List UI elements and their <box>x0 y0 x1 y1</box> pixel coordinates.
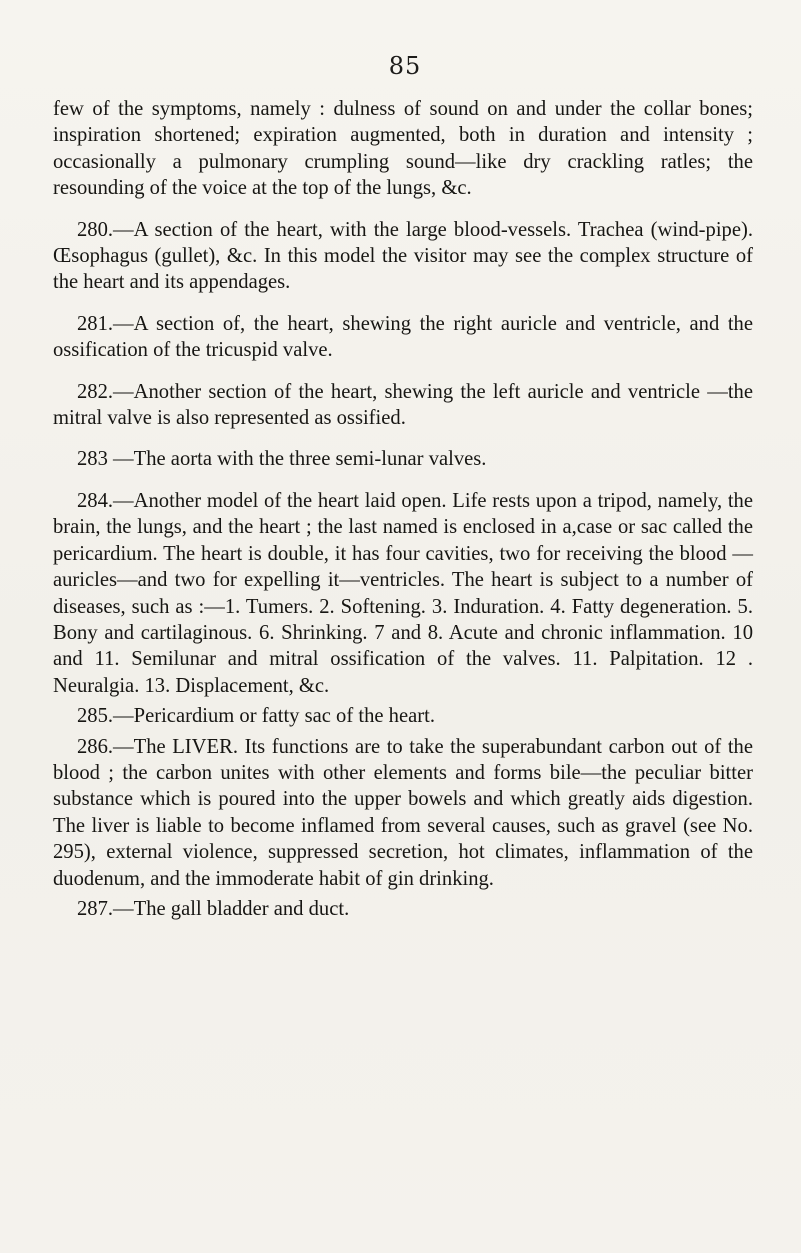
page-number: 85 <box>388 52 422 80</box>
page-text <box>53 96 753 922</box>
paragraph-symptoms: few of the symptoms, namely : dulness of sound on and under the collar bones; inspiration shortened; expiration augmented, both in duration and intensity ; occasionally a pulmonary crumpling sound—like dry crackling ratles; the resounding of the voice at the top of the lungs, &c. <box>53 98 753 200</box>
paragraph-282: 282.—Another section of the heart, shewing the left auricle and ventricle —the mitral valve is also represented as ossified. <box>53 380 753 430</box>
paragraph-287: 287.—The gall bladder and duct. <box>77 897 350 920</box>
paragraph-285: 285.—Pericardium or fatty sac of the heart. <box>77 705 435 728</box>
paragraph-284: 284.—Another model of the heart laid open. Life rests upon a tripod, namely, the brain, the lungs, and the heart ; the last named is enclosed in a,case or sac called the pericardium. The heart is double, it has four cavities, two for receiving the blood —auricles—and two for expelling it—ventricles. The heart is subject to a number of diseases, such as :—1. Tumers. 2. Softening. 3. Induration. 4. Fatty degeneration. 5. Bony and cartilaginous. 6. Shrinking. 7 and 8. Acute and chronic inflammation. 10 and 11. Semilunar and mitral ossification of the valves. 11. Palpitation. 12 . Neuralgia. 13. Displacement, &c. <box>53 489 753 697</box>
paragraph-283: 283 —The aorta with the three semi-lunar valves. <box>77 448 487 471</box>
paragraph-280: 280.—A section of the heart, with the large blood-vessels. Trachea (wind-pipe). Œsophagus (gullet), &c. In this model the visitor may see the complex structure of the heart and its appendages. <box>53 218 753 294</box>
paragraph-286: 286.—The LIVER. Its functions are to take the superabundant carbon out of the blood ; the carbon unites with other elements and forms bile—the peculiar bitter substance which is poured into the upper bowels and which greatly aids digestion. The liver is liable to become inflamed from several causes, such as gravel (see No. 295), external violence, suppressed secretion, hot climates, inflammation of the duodenum, and the immoderate habit of gin drinking. <box>53 735 753 890</box>
paragraph-281: 281.—A section of, the heart, shewing the right auricle and ventricle, and the ossification of the tricuspid valve. <box>53 312 753 362</box>
